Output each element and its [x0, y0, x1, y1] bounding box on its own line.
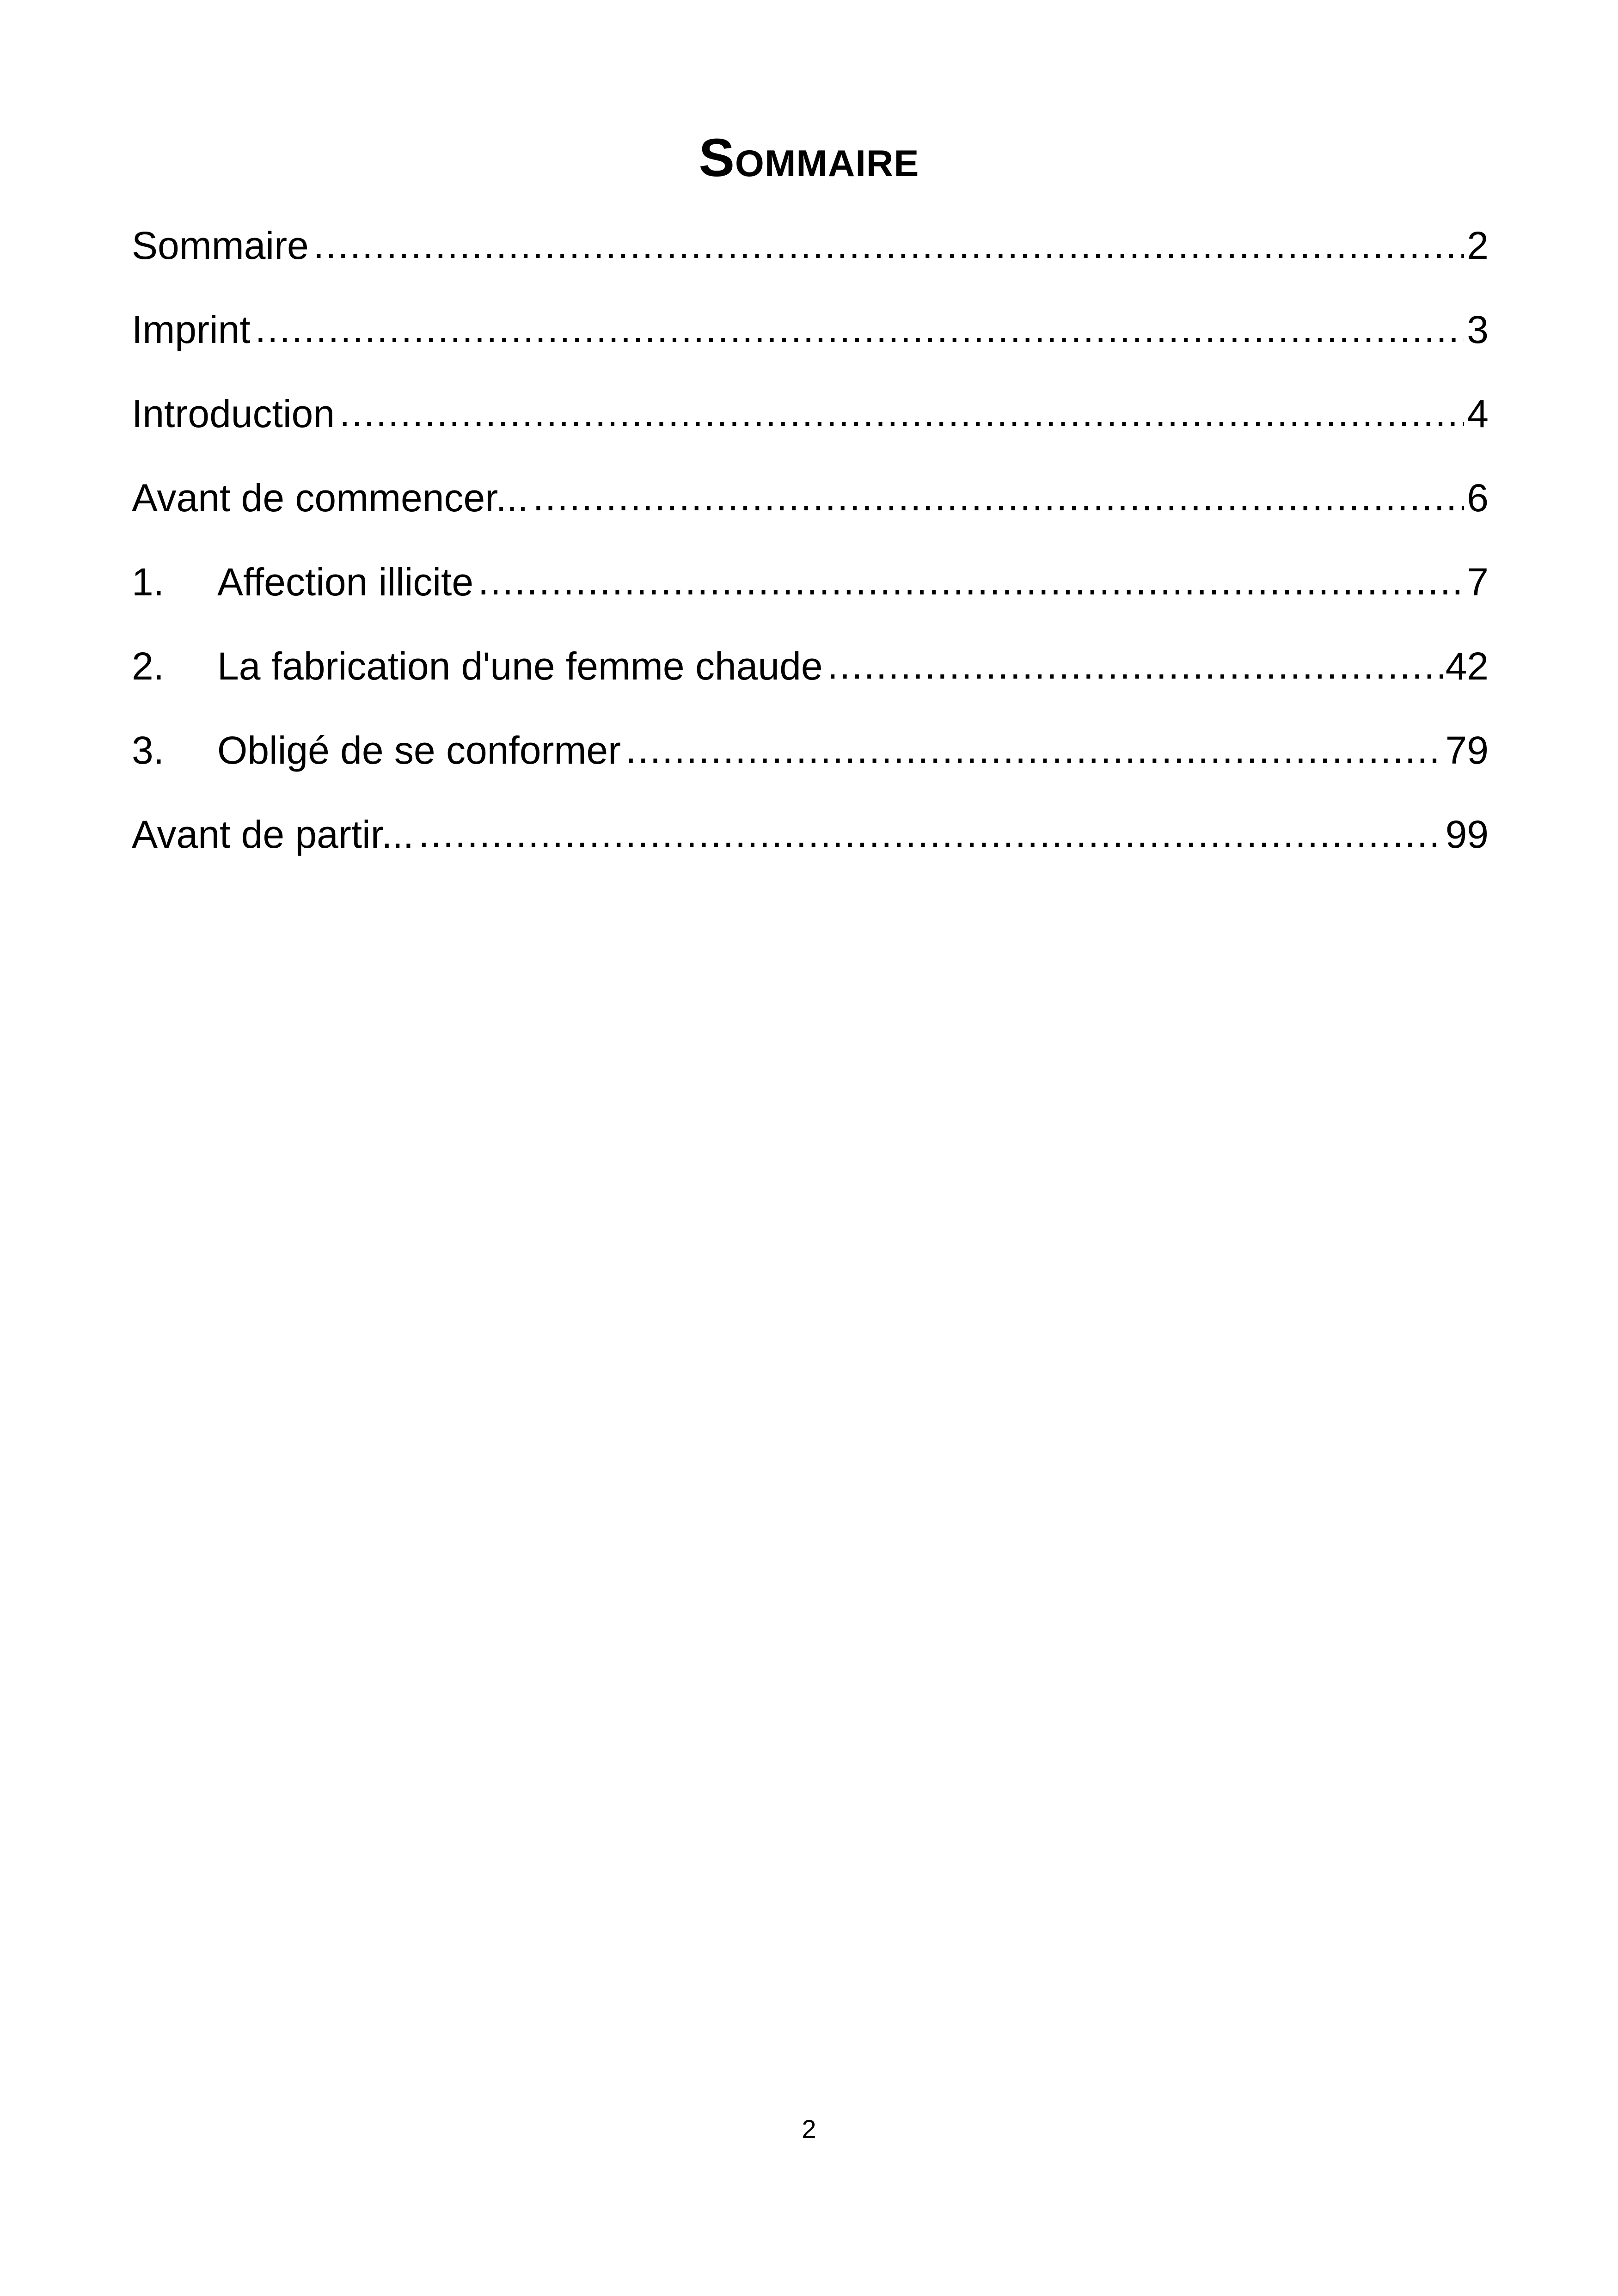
toc-entry-introduction[interactable]: [132, 372, 1489, 456]
table-of-contents: [132, 203, 1489, 876]
toc-entry-chapter-2[interactable]: [132, 624, 1489, 708]
toc-entry-number: 2.: [132, 644, 165, 688]
toc-entry-avant-de-partir[interactable]: [132, 792, 1489, 876]
toc-entry-page: 7: [1467, 560, 1489, 604]
toc-entry-chapter-1[interactable]: [132, 540, 1489, 624]
toc-entry-page: 6: [1467, 476, 1489, 520]
toc-entry-label: La fabrication d'une femme chaude: [217, 644, 823, 688]
toc-entry-sommaire[interactable]: [132, 203, 1489, 288]
toc-entry-label: Avant de partir...: [132, 812, 414, 856]
toc-entry-page: 42: [1445, 644, 1489, 688]
toc-entry-chapter-3[interactable]: [132, 708, 1489, 792]
toc-entry-page: 2: [1467, 223, 1489, 267]
toc-entry-label: Introduction: [132, 392, 335, 435]
dot-leader: [418, 817, 1442, 856]
page-number: 2: [802, 2114, 816, 2143]
toc-entry-label: Imprint: [132, 307, 251, 351]
toc-entry-imprint[interactable]: [132, 288, 1489, 372]
dot-leader: [339, 397, 1464, 435]
dot-leader: [478, 565, 1464, 604]
toc-entry-label: Avant de commencer...: [132, 476, 528, 520]
toc-entry-page: 79: [1445, 728, 1489, 772]
toc-entry-page: 99: [1445, 812, 1489, 856]
toc-entry-label: Affection illicite: [217, 560, 474, 604]
toc-entry-number: 1.: [132, 560, 165, 604]
dot-leader: [827, 649, 1443, 688]
toc-entry-label: Obligé de se conformer: [217, 728, 621, 772]
dot-leader: [625, 733, 1442, 772]
dot-leader: [255, 312, 1465, 351]
page-title: Sommaire: [699, 127, 919, 188]
toc-entry-page: 3: [1467, 307, 1489, 351]
toc-entry-page: 4: [1467, 392, 1489, 435]
dot-leader: [313, 228, 1465, 267]
toc-entry-label: Sommaire: [132, 223, 309, 267]
toc-entry-number: 3.: [132, 728, 165, 772]
dot-leader: [533, 481, 1465, 520]
toc-entry-avant-de-commencer[interactable]: [132, 456, 1489, 540]
